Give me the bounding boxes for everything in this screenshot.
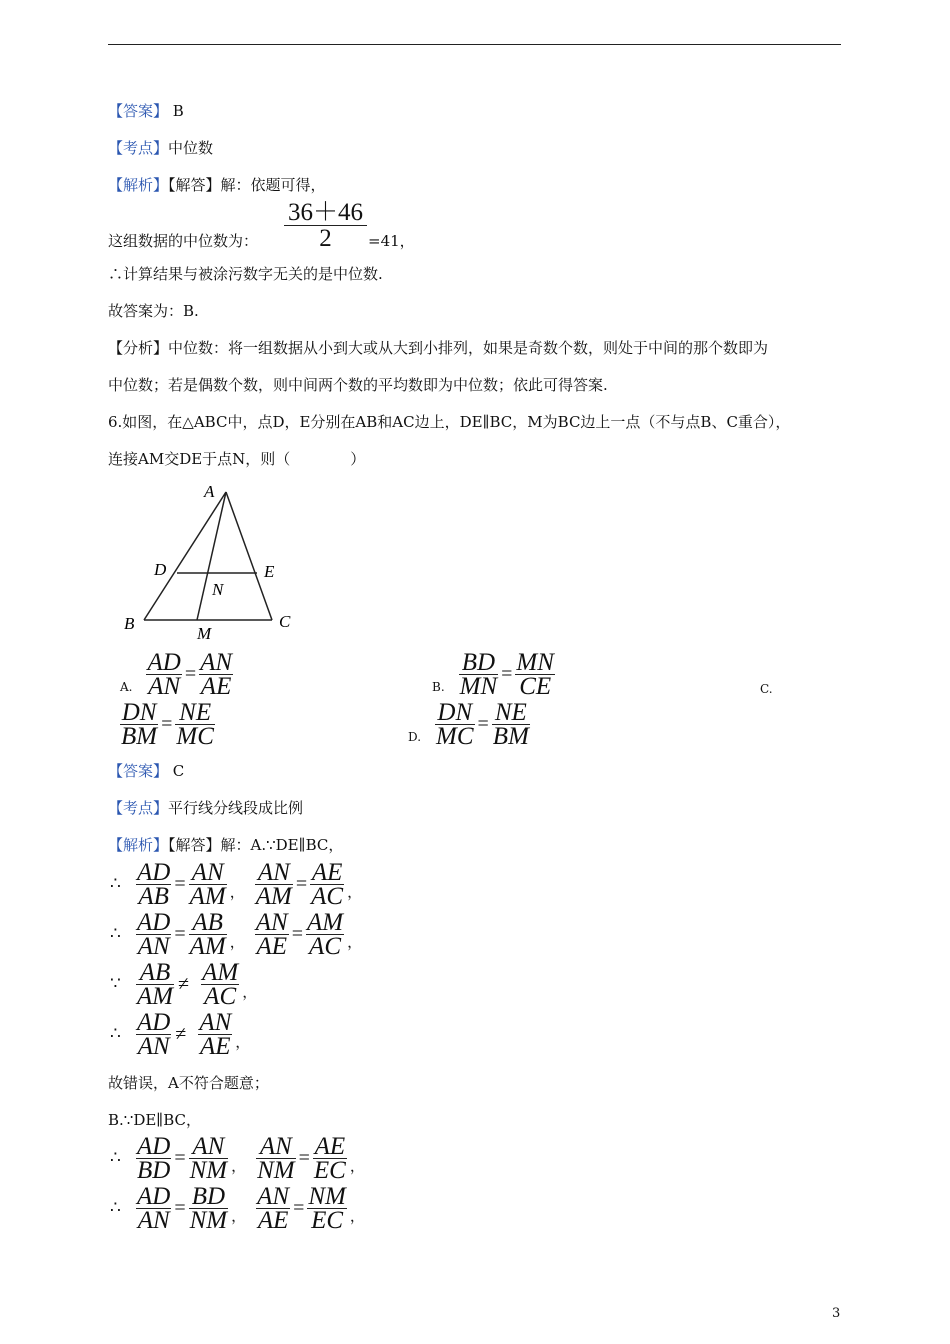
q6-point-line: [108, 797, 303, 818]
a-eq3: [110, 960, 267, 1008]
frac-den: AE: [256, 932, 287, 960]
option-a-label: A.: [120, 680, 133, 694]
option-c-left: [120, 698, 158, 750]
a-eq4: [110, 1010, 260, 1058]
not-equal-sign: ≠: [178, 972, 190, 995]
frac-den: AN: [137, 1206, 170, 1234]
frac-num: AN: [189, 1135, 229, 1159]
frac-den: NM: [189, 1156, 228, 1184]
label-n: N: [212, 580, 224, 599]
triangle-figure: [120, 478, 310, 646]
q5-final: 故答案为：B.: [108, 302, 199, 320]
frac-num: AE: [311, 858, 343, 886]
equals-sign: =: [477, 712, 489, 735]
fraction: [198, 1008, 232, 1060]
option-d-label: D.: [408, 730, 422, 744]
frac-num: MN: [516, 648, 554, 676]
frac-den: EC: [311, 1206, 344, 1234]
fraction: [136, 1182, 171, 1234]
frac-num: AN: [200, 648, 233, 676]
frac-den: AN: [148, 672, 181, 700]
analysis-tag: 【解析】: [108, 176, 169, 194]
comma: ，: [242, 983, 258, 1001]
option-b-label: B.: [432, 680, 445, 694]
point-value: 平行线分线段成比例: [168, 799, 304, 817]
frac-num: AB: [136, 961, 174, 985]
analysis-intro: 【解答】解：A.∵DE∥BC，: [168, 836, 344, 854]
therefore-symbol: ∴: [110, 924, 121, 944]
fraction: [136, 858, 171, 910]
option-b[interactable]: [432, 650, 555, 698]
frac-den: MC: [176, 722, 214, 750]
fraction: [201, 958, 239, 1010]
point-value: 中位数: [168, 139, 214, 157]
option-b-right: [515, 648, 555, 700]
q6-stem-line2: 连接AM交DE于点N，则（ ）: [108, 450, 366, 468]
median-numerator: 36＋46: [284, 200, 367, 226]
frac-den: AM: [189, 882, 226, 910]
frac-den: MN: [459, 672, 498, 700]
frac-den: AC: [204, 982, 237, 1010]
analysis-tag: 【解析】: [108, 836, 169, 854]
label-d: D: [154, 560, 167, 579]
equals-sign: =: [291, 922, 303, 945]
frac-num: AD: [137, 1008, 171, 1036]
frac-num: AN: [255, 908, 288, 936]
fraction: [136, 958, 174, 1010]
frac-den: AN: [137, 1032, 170, 1060]
frac-den: AC: [309, 932, 341, 960]
side-ac: [226, 492, 272, 620]
header-rule: [108, 44, 841, 45]
frac-den: EC: [313, 1156, 346, 1184]
fraction: [306, 908, 344, 960]
frac-num: AN: [257, 1182, 290, 1210]
q5-fenxi-line2: 中位数；若是偶数个数，则中间两个数的平均数即为中位数；依此可得答案.: [108, 376, 608, 394]
frac-den: AM: [189, 932, 226, 960]
option-d-right: [492, 698, 530, 750]
frac-den: CE: [519, 672, 552, 700]
label-e: E: [264, 562, 275, 581]
option-a-left: [146, 648, 181, 700]
equals-sign: =: [174, 872, 186, 895]
fraction: [136, 1132, 171, 1184]
equals-sign: =: [184, 662, 197, 685]
fraction: [307, 1182, 347, 1234]
frac-num: AD: [137, 1132, 171, 1160]
frac-num: NE: [175, 701, 215, 725]
frac-num: AB: [189, 911, 227, 935]
frac-num: AN: [189, 861, 227, 885]
median-denominator: 2: [319, 225, 332, 252]
fraction: [136, 908, 171, 960]
fenxi-tag: 【分析】: [108, 339, 169, 357]
equals-sign: =: [293, 1196, 305, 1219]
q5-fenxi-line1: [108, 337, 768, 358]
frac-den: BD: [137, 1156, 171, 1184]
comma: ，: [229, 883, 245, 901]
equals-sign: =: [295, 872, 308, 895]
frac-num: DN: [121, 698, 157, 726]
frac-num: NM: [308, 1182, 346, 1210]
frac-num: AD: [137, 1182, 171, 1210]
comma: ，: [349, 1157, 365, 1175]
q5-point-line: [108, 137, 213, 158]
frac-num: DN: [435, 701, 475, 725]
median-suffix: =41，: [368, 232, 415, 250]
frac-num: AE: [314, 1132, 346, 1160]
label-b: B: [124, 614, 135, 633]
frac-num: AN: [256, 1135, 296, 1159]
frac-den: MC: [436, 722, 474, 750]
comma: ，: [229, 933, 245, 951]
equals-sign: =: [174, 1196, 186, 1219]
fraction: [136, 1008, 171, 1060]
frac-num: AD: [137, 858, 171, 886]
q6-answer-line: [108, 760, 184, 781]
frac-den: BM: [492, 722, 529, 750]
fraction: [189, 1182, 229, 1234]
therefore-symbol: ∴: [110, 1198, 121, 1218]
therefore-symbol: ∴: [110, 1148, 121, 1168]
equals-sign: =: [161, 712, 173, 735]
option-c[interactable]: [120, 700, 215, 748]
frac-num: AD: [137, 908, 171, 936]
equals-sign: =: [501, 662, 513, 685]
frac-den: AE: [200, 672, 232, 700]
page-number: 3: [832, 1306, 841, 1321]
q5-conclusion: ∴计算结果与被涂污数字无关的是中位数.: [108, 265, 383, 283]
frac-den: AE: [200, 1032, 231, 1060]
because-symbol: ∵: [110, 974, 121, 994]
frac-num: AM: [202, 958, 239, 986]
fraction: [189, 908, 227, 960]
analysis-intro: 【解答】解：依题可得，: [168, 176, 326, 194]
a-conclusion: 故错误，A不符合题意；: [108, 1074, 269, 1092]
point-tag: 【考点】: [108, 139, 169, 157]
a-eq1: [110, 860, 372, 908]
fraction: [256, 1132, 296, 1184]
frac-den: AM: [137, 982, 174, 1010]
median-fraction: [284, 200, 367, 251]
comma: ，: [347, 933, 363, 951]
q5-answer-line: [108, 100, 184, 121]
frac-den: NM: [257, 1156, 295, 1184]
frac-den: AM: [255, 882, 292, 910]
equals-sign: =: [174, 922, 186, 945]
answer-value: C: [168, 762, 185, 780]
fraction: [256, 1182, 290, 1234]
label-c: C: [279, 612, 291, 631]
point-tag: 【考点】: [108, 799, 169, 817]
frac-num: AM: [306, 908, 344, 936]
frac-num: BD: [459, 651, 499, 675]
label-a: A: [204, 482, 215, 501]
fraction: [313, 1132, 347, 1184]
answer-value: B: [168, 102, 184, 120]
frac-num: AD: [147, 648, 181, 676]
frac-den: AN: [137, 932, 170, 960]
equals-sign: =: [298, 1146, 310, 1169]
b-eq1: [110, 1134, 375, 1182]
answer-tag: 【答案】: [108, 762, 169, 780]
comma: ，: [235, 1033, 251, 1051]
comma: ，: [231, 1207, 247, 1225]
fraction: [255, 908, 289, 960]
median-prefix: 这组数据的中位数为：: [108, 232, 259, 250]
frac-den: AE: [257, 1206, 289, 1234]
frac-num: NE: [492, 701, 530, 725]
fraction: [255, 858, 293, 910]
frac-den: AB: [138, 882, 169, 910]
frac-den: NM: [189, 1206, 228, 1234]
segment-am: [197, 492, 226, 620]
comma: ，: [231, 1157, 247, 1175]
fraction: [189, 1132, 229, 1184]
not-equal-sign: ≠: [175, 1022, 187, 1045]
a-eq2: [110, 910, 372, 958]
side-ab: [144, 492, 226, 620]
equals-sign: =: [174, 1146, 186, 1169]
option-d-left: [435, 698, 475, 750]
label-m: M: [197, 624, 212, 643]
frac-num: BD: [189, 1185, 229, 1209]
fenxi-text1: 中位数：将一组数据从小到大或从大到小排列，如果是奇数个数，则处于中间的那个数即为: [168, 339, 769, 357]
option-a-right: [199, 648, 233, 700]
option-c-label[interactable]: C.: [760, 682, 773, 696]
comma: ，: [347, 883, 363, 901]
option-a[interactable]: [120, 650, 233, 698]
comma: ，: [349, 1207, 365, 1225]
frac-den: AC: [311, 882, 344, 910]
fraction: [189, 858, 227, 910]
option-b-left: [459, 648, 499, 700]
q5-analysis-line: [108, 174, 326, 195]
b-intro: B.∵DE∥BC，: [108, 1111, 202, 1129]
therefore-symbol: ∴: [110, 1024, 121, 1044]
therefore-symbol: ∴: [110, 874, 121, 894]
frac-num: AN: [255, 861, 293, 885]
option-d[interactable]: [408, 700, 530, 748]
frac-den: BM: [121, 722, 158, 750]
option-c-right: [175, 698, 215, 750]
answer-tag: 【答案】: [108, 102, 169, 120]
b-eq2: [110, 1184, 375, 1232]
q6-analysis-line: [108, 834, 343, 855]
frac-num: AN: [199, 1008, 232, 1036]
fraction: [310, 858, 344, 910]
q6-stem-line1: 6.如图，在△ABC中，点D，E分别在AB和AC边上，DE∥BC，M为BC边上一点（不与点B、C重合），: [108, 413, 791, 431]
